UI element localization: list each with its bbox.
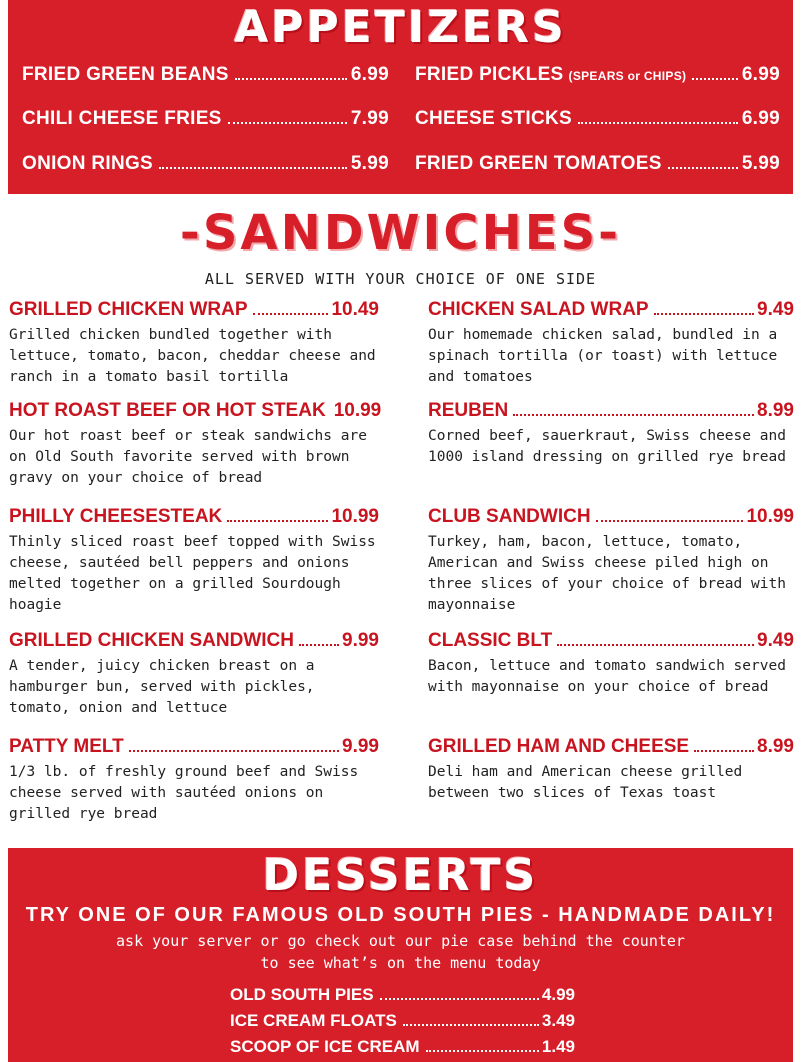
- item-price: 9.99: [342, 630, 379, 651]
- appetizer-item: [415, 64, 780, 86]
- item-price: 6.99: [741, 108, 780, 129]
- item-price: 5.99: [741, 153, 780, 174]
- sandwich-item: [9, 299, 379, 388]
- appetizer-item: [22, 153, 389, 175]
- appetizer-item: [415, 108, 780, 130]
- item-description: Our hot roast beef or steak sandwichs are on Old South favorite served with brown gravy on your choice of bread: [9, 428, 367, 486]
- item-price: 10.99: [746, 506, 794, 527]
- dot-leader: [253, 313, 329, 315]
- appetizer-item: [22, 108, 389, 130]
- sandwich-item: [428, 506, 794, 616]
- dot-leader: [129, 750, 339, 752]
- item-description: Thinly sliced roast beef topped with Swiss cheese, sautéed bell peppers and onions melted together on a grilled Sourdough hoagie: [9, 534, 376, 613]
- item-price: 10.99: [333, 400, 382, 421]
- item-price: 10.99: [331, 506, 379, 527]
- item-price: 9.49: [757, 630, 794, 651]
- dot-leader: [380, 998, 539, 1000]
- appetizer-item: [415, 153, 780, 175]
- dot-leader: [159, 167, 347, 169]
- item-name: FRIED PICKLES: [415, 64, 564, 85]
- item-name: CLUB SANDWICH: [428, 506, 591, 527]
- item-name: GRILLED CHICKEN SANDWICH: [9, 630, 294, 651]
- item-description: Corned beef, sauerkraut, Swiss cheese and 1000 island dressing on grilled rye bread: [428, 428, 786, 465]
- item-name: CHEESE STICKS: [415, 108, 572, 129]
- item-price: 5.99: [350, 153, 389, 174]
- item-name: HOT ROAST BEEF OR HOT STEAK: [9, 400, 326, 421]
- dot-leader: [228, 122, 347, 124]
- appetizers-panel: [8, 0, 793, 194]
- desserts-title: DESSERTS: [262, 850, 539, 901]
- sandwich-item: [9, 506, 379, 616]
- item-name: GRILLED HAM AND CHEESE: [428, 736, 690, 757]
- item-name: CHILI CHEESE FRIES: [22, 108, 222, 129]
- sandwiches-subtitle: ALL SERVED WITH YOUR CHOICE OF ONE SIDE: [204, 270, 597, 288]
- item-price: 6.99: [741, 64, 780, 85]
- item-name: CLASSIC BLT: [428, 630, 553, 651]
- item-name: ICE CREAM FLOATS: [230, 1011, 397, 1030]
- dot-leader: [596, 520, 744, 522]
- dot-leader: [513, 414, 754, 416]
- item-price: 9.99: [342, 736, 379, 757]
- item-note: (SPEARS or CHIPS): [568, 69, 687, 83]
- item-name: GRILLED CHICKEN WRAP: [9, 299, 248, 320]
- dessert-item: [230, 985, 575, 1005]
- item-name: REUBEN: [428, 400, 509, 421]
- item-name: FRIED GREEN TOMATOES: [415, 153, 662, 174]
- dot-leader: [654, 313, 754, 315]
- sandwich-item: [9, 400, 382, 489]
- item-description: Our homemade chicken salad, bundled in a spinach tortilla (or toast) with lettuce and tomatoes: [428, 327, 778, 385]
- dot-leader: [227, 520, 328, 522]
- dessert-item: [230, 1011, 575, 1031]
- desserts-panel: [8, 848, 793, 1062]
- item-description: Turkey, ham, bacon, lettuce, tomato, American and Swiss cheese piled high on three slices of your choice of bread with mayonnaise: [428, 534, 786, 613]
- item-price: 6.99: [350, 64, 389, 85]
- dot-leader: [235, 78, 347, 80]
- item-description: Deli ham and American cheese grilled between two slices of Texas toast: [428, 764, 743, 801]
- desserts-subtitle: TRY ONE OF OUR FAMOUS OLD SOUTH PIES - HANDMADE DAILY!: [25, 904, 776, 926]
- item-name: OLD SOUTH PIES: [230, 985, 374, 1004]
- item-price: 3.49: [541, 1011, 575, 1030]
- item-price: 1.49: [541, 1037, 575, 1056]
- item-name: CHICKEN SALAD WRAP: [428, 299, 649, 320]
- item-description: Bacon, lettuce and tomato sandwich served with mayonnaise on your choice of bread: [428, 658, 786, 695]
- item-price: 8.99: [757, 400, 794, 421]
- item-price: 9.49: [757, 299, 794, 320]
- dot-leader: [299, 644, 339, 646]
- item-description: 1/3 lb. of freshly ground beef and Swiss cheese served with sautéed onions on grilled rye bread: [9, 764, 359, 822]
- dot-leader: [694, 750, 754, 752]
- dessert-item: [230, 1037, 575, 1057]
- dot-leader: [403, 1024, 539, 1026]
- item-price: 7.99: [350, 108, 389, 129]
- item-price: 10.49: [331, 299, 379, 320]
- dot-leader: [426, 1050, 539, 1052]
- appetizer-item: [22, 64, 389, 86]
- sandwich-item: [428, 736, 794, 804]
- item-description: Grilled chicken bundled together with lettuce, tomato, bacon, cheddar cheese and ranch in a tomato basil tortilla: [9, 327, 376, 385]
- item-price: 8.99: [757, 736, 794, 757]
- item-name: ONION RINGS: [22, 153, 154, 174]
- item-description: A tender, juicy chicken breast on a hamburger bun, served with pickles, tomato, onion and lettuce: [9, 658, 315, 716]
- item-price: 4.99: [541, 985, 575, 1004]
- dot-leader: [578, 122, 738, 124]
- appetizers-title: APPETIZERS: [234, 2, 567, 53]
- desserts-note: ask your server or go check out our pie case behind the counter: [116, 932, 685, 950]
- sandwich-item: [428, 630, 794, 698]
- sandwich-item: [428, 299, 794, 388]
- dot-leader: [692, 78, 737, 80]
- item-name: PHILLY CHEESESTEAK: [9, 506, 223, 527]
- item-name: PATTY MELT: [9, 736, 124, 757]
- sandwich-item: [9, 736, 379, 825]
- desserts-note: to see what’s on the menu today: [260, 954, 541, 972]
- sandwich-item: [9, 630, 379, 719]
- sandwiches-title: -SANDWICHES-: [179, 205, 622, 261]
- dot-leader: [668, 167, 738, 169]
- item-name: SCOOP OF ICE CREAM: [230, 1037, 420, 1056]
- dot-leader: [557, 644, 754, 646]
- sandwich-item: [428, 400, 794, 468]
- item-name: FRIED GREEN BEANS: [22, 64, 229, 85]
